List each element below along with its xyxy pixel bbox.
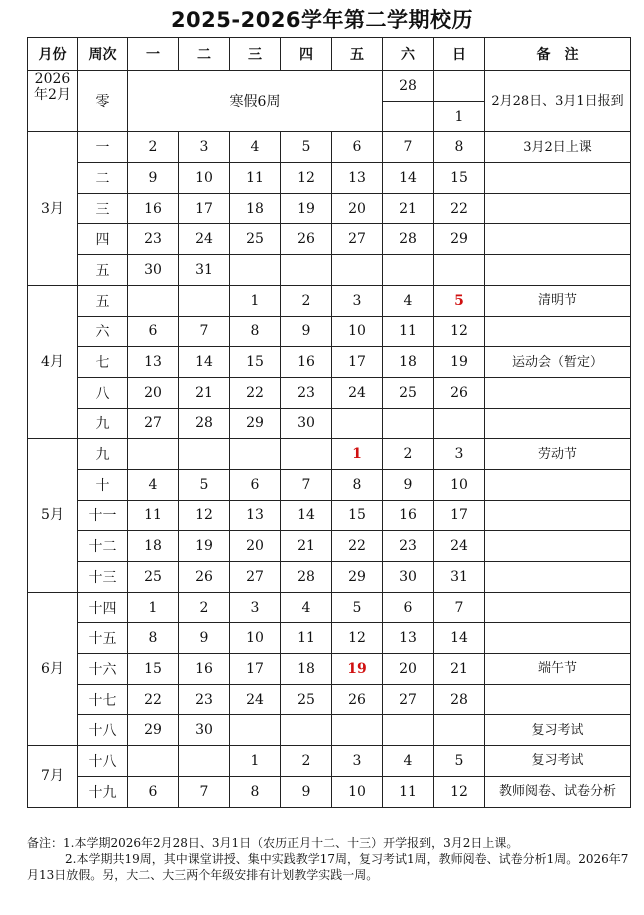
note-cell: 3月2日上课 (485, 132, 631, 163)
day-cell: 23 (128, 224, 179, 255)
day-cell: 12 (179, 500, 230, 531)
day-cell: 11 (383, 316, 434, 347)
week-cell: 三 (78, 193, 128, 224)
day-cell: 10 (230, 623, 281, 654)
day-cell: 17 (230, 654, 281, 685)
day-cell: 8 (230, 316, 281, 347)
day-cell: 11 (281, 623, 332, 654)
month-cell: 3月 (28, 132, 78, 285)
day-cell: 7 (383, 132, 434, 163)
day-cell: 19 (434, 347, 485, 378)
day-cell: 10 (332, 776, 383, 807)
note-cell (485, 623, 631, 654)
day-cell (281, 255, 332, 286)
week-cell: 一 (78, 132, 128, 163)
note-cell (485, 562, 631, 593)
day-cell (179, 285, 230, 316)
note-cell (485, 224, 631, 255)
day-cell: 17 (332, 347, 383, 378)
day-cell: 10 (332, 316, 383, 347)
day-cell: 18 (281, 654, 332, 685)
day-cell: 28 (383, 224, 434, 255)
day-cell (128, 285, 179, 316)
week-cell: 九 (78, 408, 128, 439)
day-cell: 11 (230, 163, 281, 194)
week-cell: 六 (78, 316, 128, 347)
day-cell: 20 (230, 531, 281, 562)
week-row (28, 776, 631, 807)
day-cell (230, 255, 281, 286)
day-cell: 5 (179, 469, 230, 500)
day-cell: 26 (281, 224, 332, 255)
page-title: 2025-2026学年第二学期校历 (170, 8, 474, 32)
day-cell: 18 (128, 531, 179, 562)
day-cell: 10 (179, 163, 230, 194)
day-cell: 9 (128, 163, 179, 194)
note-cell (485, 408, 631, 439)
week-row (28, 347, 631, 378)
day-cell: 20 (332, 193, 383, 224)
day-cell: 15 (230, 347, 281, 378)
day-cell: 18 (230, 193, 281, 224)
day-cell (230, 439, 281, 470)
day-cell: 14 (383, 163, 434, 194)
day-cell: 9 (281, 776, 332, 807)
day-cell: 20 (383, 654, 434, 685)
week-zero-row (28, 71, 631, 102)
day-cell: 16 (281, 347, 332, 378)
day-cell: 8 (332, 469, 383, 500)
day-cell (383, 255, 434, 286)
calendar-table (27, 37, 631, 808)
day-cell: 13 (230, 500, 281, 531)
week-row (28, 224, 631, 255)
week-cell: 四 (78, 224, 128, 255)
header-tue: 二 (179, 38, 230, 71)
week-cell: 十七 (78, 684, 128, 715)
day-cell: 4 (383, 746, 434, 777)
day-cell: 21 (179, 377, 230, 408)
day-cell (332, 255, 383, 286)
day-cell: 6 (230, 469, 281, 500)
week-row (28, 592, 631, 623)
day-cell: 18 (383, 347, 434, 378)
month-cell: 4月 (28, 285, 78, 438)
note-cell (485, 193, 631, 224)
day-cell (179, 746, 230, 777)
day-cell (281, 715, 332, 746)
day-cell: 15 (128, 654, 179, 685)
day-cell: 8 (128, 623, 179, 654)
day-cell: 13 (332, 163, 383, 194)
day-cell: 28 (281, 562, 332, 593)
day-cell: 27 (230, 562, 281, 593)
day-cell (434, 71, 485, 102)
week-row (28, 562, 631, 593)
week-cell: 十一 (78, 500, 128, 531)
note-cell (485, 469, 631, 500)
header-note: 备 注 (485, 38, 631, 71)
day-cell: 30 (128, 255, 179, 286)
week-row (28, 132, 631, 163)
note-cell (485, 255, 631, 286)
day-cell: 2 (281, 285, 332, 316)
week-cell: 十四 (78, 592, 128, 623)
header-thu: 四 (281, 38, 332, 71)
day-cell: 22 (332, 531, 383, 562)
day-cell: 26 (179, 562, 230, 593)
day-cell: 25 (383, 377, 434, 408)
day-cell: 3 (179, 132, 230, 163)
day-cell: 30 (281, 408, 332, 439)
day-cell: 27 (332, 224, 383, 255)
day-cell: 22 (434, 193, 485, 224)
day-cell: 24 (179, 224, 230, 255)
note-cell (485, 500, 631, 531)
day-cell: 12 (434, 776, 485, 807)
day-cell: 24 (332, 377, 383, 408)
week-cell: 十五 (78, 623, 128, 654)
note-cell (485, 377, 631, 408)
winter-vacation-cell: 寒假6周 (128, 71, 383, 132)
week-row (28, 285, 631, 316)
day-cell: 2 (281, 746, 332, 777)
day-cell: 23 (383, 531, 434, 562)
day-cell: 6 (383, 592, 434, 623)
day-cell: 3 (434, 439, 485, 470)
day-cell: 1 (128, 592, 179, 623)
footer-notes (27, 835, 639, 883)
footer-line-1: 备注：1.本学期2026年2月28日、3月1日（农历正月十二、十三）开学报到，3月2日上课。 (27, 836, 519, 850)
day-cell: 16 (128, 193, 179, 224)
week-row (28, 654, 631, 685)
day-cell: 29 (332, 562, 383, 593)
day-cell: 7 (179, 316, 230, 347)
day-cell: 8 (230, 776, 281, 807)
day-cell: 7 (434, 592, 485, 623)
day-cell: 4 (128, 469, 179, 500)
day-cell: 23 (179, 684, 230, 715)
header-fri: 五 (332, 38, 383, 71)
week-row (28, 715, 631, 746)
note-cell (485, 531, 631, 562)
calendar-body (28, 71, 631, 808)
note-cell: 2月28日、3月1日报到 (485, 71, 631, 132)
day-cell: 17 (434, 500, 485, 531)
day-cell: 15 (332, 500, 383, 531)
day-cell: 26 (434, 377, 485, 408)
header-mon: 一 (128, 38, 179, 71)
note-cell: 端午节 (485, 654, 631, 685)
day-cell: 19 (281, 193, 332, 224)
day-cell: 15 (434, 163, 485, 194)
week-row (28, 500, 631, 531)
day-cell: 2 (128, 132, 179, 163)
header-sun: 日 (434, 38, 485, 71)
week-cell: 九 (78, 439, 128, 470)
day-cell (383, 715, 434, 746)
day-cell: 30 (383, 562, 434, 593)
day-cell: 26 (332, 684, 383, 715)
day-cell (281, 439, 332, 470)
day-cell: 2 (383, 439, 434, 470)
note-cell (485, 592, 631, 623)
week-row (28, 531, 631, 562)
day-cell: 12 (281, 163, 332, 194)
week-cell: 五 (78, 285, 128, 316)
footer-line-2: 2.本学期共19周，其中课堂讲授、集中实践教学17周，复习考试1周，教师阅卷、试卷分析1周。2026年7月13日放假。另，大二、大三两个年级安排有计划教学实践一周。 (27, 852, 629, 882)
month-cell: 5月 (28, 439, 78, 592)
day-cell (383, 408, 434, 439)
week-cell: 零 (78, 71, 128, 132)
day-cell: 22 (230, 377, 281, 408)
day-cell: 13 (383, 623, 434, 654)
day-cell: 27 (383, 684, 434, 715)
day-cell: 5 (434, 746, 485, 777)
note-cell: 教师阅卷、试卷分析 (485, 776, 631, 807)
day-cell: 29 (230, 408, 281, 439)
day-cell: 29 (434, 224, 485, 255)
week-cell: 七 (78, 347, 128, 378)
day-cell (434, 255, 485, 286)
day-cell: 12 (434, 316, 485, 347)
day-cell: 5 (281, 132, 332, 163)
day-cell (332, 408, 383, 439)
day-cell (383, 101, 434, 132)
holiday-day-cell: 5 (434, 285, 485, 316)
note-cell (485, 163, 631, 194)
day-cell (434, 715, 485, 746)
header-row (28, 38, 631, 71)
day-cell: 31 (434, 562, 485, 593)
day-cell (128, 746, 179, 777)
week-cell: 十三 (78, 562, 128, 593)
holiday-day-cell: 19 (332, 654, 383, 685)
day-cell: 6 (128, 776, 179, 807)
week-row (28, 377, 631, 408)
day-cell: 22 (128, 684, 179, 715)
day-cell (179, 439, 230, 470)
header-sat: 六 (383, 38, 434, 71)
week-cell: 十六 (78, 654, 128, 685)
week-cell: 十八 (78, 715, 128, 746)
day-cell: 20 (128, 377, 179, 408)
month-cell-feb: 2026年2月 (28, 71, 78, 132)
day-cell: 28 (383, 71, 434, 102)
day-cell: 1 (230, 746, 281, 777)
day-cell: 13 (128, 347, 179, 378)
day-cell: 27 (128, 408, 179, 439)
day-cell: 6 (332, 132, 383, 163)
day-cell: 21 (383, 193, 434, 224)
day-cell: 29 (128, 715, 179, 746)
day-cell: 25 (281, 684, 332, 715)
day-cell: 7 (281, 469, 332, 500)
note-cell: 清明节 (485, 285, 631, 316)
day-cell: 4 (281, 592, 332, 623)
day-cell: 14 (179, 347, 230, 378)
header-wed: 三 (230, 38, 281, 71)
note-cell (485, 316, 631, 347)
day-cell: 2 (179, 592, 230, 623)
day-cell: 4 (230, 132, 281, 163)
week-row (28, 316, 631, 347)
day-cell: 28 (434, 684, 485, 715)
week-row (28, 746, 631, 777)
day-cell: 31 (179, 255, 230, 286)
day-cell: 4 (383, 285, 434, 316)
day-cell: 17 (179, 193, 230, 224)
day-cell: 21 (434, 654, 485, 685)
week-row (28, 255, 631, 286)
day-cell: 3 (332, 746, 383, 777)
day-cell: 21 (281, 531, 332, 562)
week-cell: 十九 (78, 776, 128, 807)
day-cell: 9 (383, 469, 434, 500)
week-cell: 十八 (78, 746, 128, 777)
header-week: 周次 (78, 38, 128, 71)
note-cell (485, 684, 631, 715)
day-cell (332, 715, 383, 746)
day-cell: 9 (281, 316, 332, 347)
week-row (28, 193, 631, 224)
note-cell: 劳动节 (485, 439, 631, 470)
day-cell: 3 (230, 592, 281, 623)
week-cell: 十二 (78, 531, 128, 562)
week-row (28, 684, 631, 715)
header-month: 月份 (28, 38, 78, 71)
day-cell: 8 (434, 132, 485, 163)
day-cell: 9 (179, 623, 230, 654)
day-cell: 24 (434, 531, 485, 562)
day-cell: 14 (434, 623, 485, 654)
day-cell: 3 (332, 285, 383, 316)
week-row (28, 408, 631, 439)
day-cell: 16 (383, 500, 434, 531)
week-row (28, 469, 631, 500)
holiday-day-cell: 1 (332, 439, 383, 470)
day-cell (434, 408, 485, 439)
day-cell: 16 (179, 654, 230, 685)
day-cell: 10 (434, 469, 485, 500)
day-cell: 1 (434, 101, 485, 132)
day-cell (230, 715, 281, 746)
day-cell: 12 (332, 623, 383, 654)
day-cell: 25 (230, 224, 281, 255)
day-cell: 11 (128, 500, 179, 531)
day-cell: 5 (332, 592, 383, 623)
note-cell: 运动会（暂定） (485, 347, 631, 378)
day-cell: 1 (230, 285, 281, 316)
note-cell: 复习考试 (485, 715, 631, 746)
day-cell: 11 (383, 776, 434, 807)
week-cell: 二 (78, 163, 128, 194)
week-cell: 五 (78, 255, 128, 286)
day-cell: 23 (281, 377, 332, 408)
week-row (28, 439, 631, 470)
day-cell: 14 (281, 500, 332, 531)
week-cell: 十 (78, 469, 128, 500)
day-cell: 28 (179, 408, 230, 439)
day-cell: 6 (128, 316, 179, 347)
day-cell: 25 (128, 562, 179, 593)
week-row (28, 623, 631, 654)
month-cell: 7月 (28, 746, 78, 807)
day-cell: 7 (179, 776, 230, 807)
week-cell: 八 (78, 377, 128, 408)
day-cell (128, 439, 179, 470)
note-cell: 复习考试 (485, 746, 631, 777)
week-row (28, 163, 631, 194)
day-cell: 24 (230, 684, 281, 715)
day-cell: 30 (179, 715, 230, 746)
day-cell: 19 (179, 531, 230, 562)
month-cell: 6月 (28, 592, 78, 745)
